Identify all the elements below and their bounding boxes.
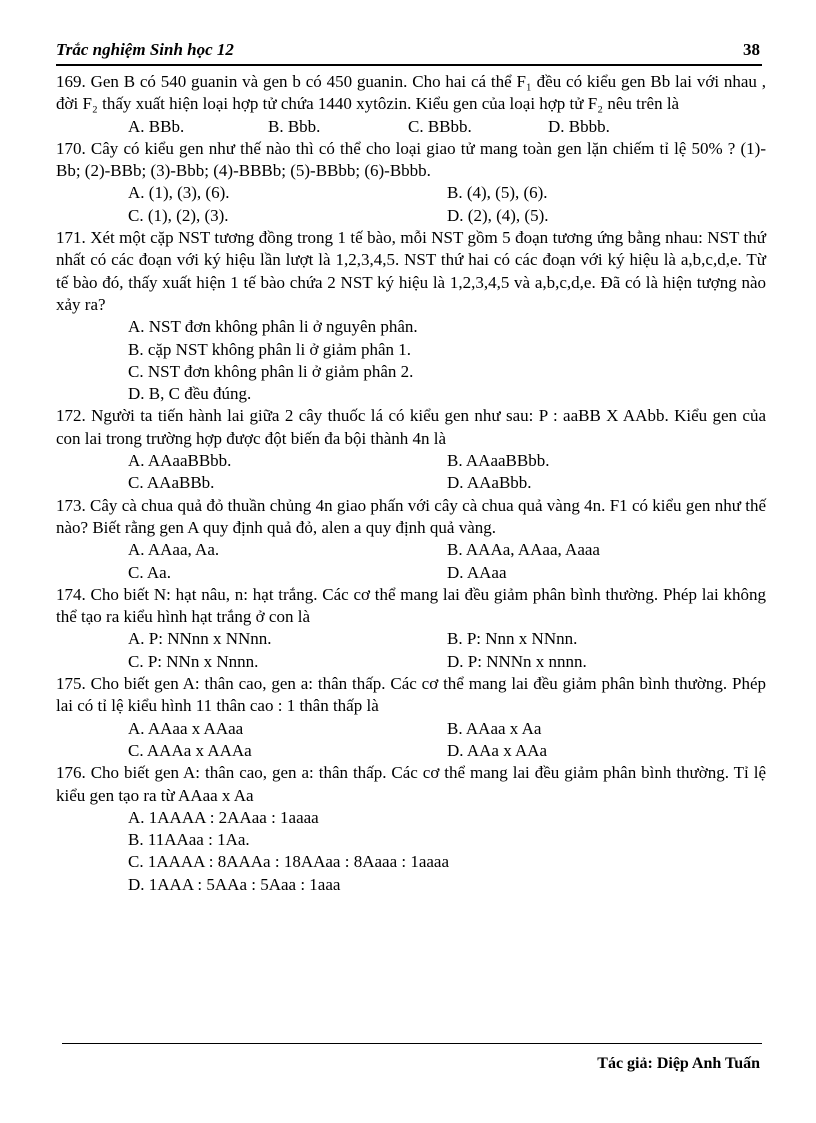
answer-options xyxy=(56,116,766,138)
answer-options xyxy=(56,807,766,896)
question-text: 171. Xét một cặp NST tương đồng trong 1 tế bào, mỗi NST gồm 5 đoạn tương ứng bằng nhau: NST thứ nhất có các đoạn với ký hiệu lần lượt là 1,2,3,4,5. NST thứ hai có các đoạn với ký hiệu là a,b,c,d,e. Từ tế bào đó, thấy xuất hiện 1 tế bào chứa 2 NST ký hiệu là 1,2,3,4,5 và a,b,c,d,e. Đã có là hiện tượng nào xảy ra? xyxy=(56,228,766,314)
option-b: B. (4), (5), (6). xyxy=(447,183,548,203)
option-a: A. (1), (3), (6). xyxy=(128,183,230,203)
option-c: C. AAAa x AAAa xyxy=(128,740,252,760)
option-b: B. P: Nnn x NNnn. xyxy=(447,629,578,649)
option-a: A. AAaa, Aa. xyxy=(128,540,220,560)
option-a: A. AAaaBBbb. xyxy=(128,451,232,471)
option-b: B. AAaa x Aa xyxy=(447,718,542,738)
question-text: 175. Cho biết gen A: thân cao, gen a: thân thấp. Các cơ thể mang lai đều giảm phân bình thường. Phép lai có tỉ lệ kiểu hình 11 thân cao : 1 thân thấp là xyxy=(56,674,766,716)
option-b: B. 11AAaa : 1Aa. xyxy=(128,830,250,850)
option-d: D. AAaa xyxy=(447,562,507,582)
option-c: C. NST đơn không phân li ở giảm phân 2. xyxy=(128,361,414,381)
question-175 xyxy=(56,673,766,762)
question-174 xyxy=(56,584,766,673)
option-c: C. P: NNn x Nnnn. xyxy=(128,651,259,671)
question-text: 170. Cây có kiểu gen như thế nào thì có thể cho loại giao tử mang toàn gen lặn chiếm tỉ lệ 50% ? (1)-Bb; (2)-BBb; (3)-Bbb; (4)-BBBb; (5)-BBbb; (6)-Bbbb. xyxy=(56,138,766,181)
question-text: 172. Người ta tiến hành lai giữa 2 cây thuốc lá có kiểu gen như sau: P : aaBB X AAbb. Kiểu gen của con lai trong trường hợp được đột biến đa bội thành 4n là xyxy=(56,406,766,448)
option-a: A. BBb. xyxy=(128,116,185,136)
answer-options xyxy=(56,628,766,673)
question-173 xyxy=(56,495,766,584)
question-text: 169. Gen B có 540 guanin và gen b có 450 guanin. Cho hai cá thể F₁ đều có kiểu gen Bb lai với nhau , đời F₂ thấy xuất hiện loại hợp tử chứa 1440 xytôzin. Kiểu gen của loại hợp tử F₂ nêu trên là xyxy=(56,72,766,114)
footer-divider xyxy=(62,1043,762,1044)
question-text: 174. Cho biết N: hạt nâu, n: hạt trắng. Các cơ thể mang lai đều giảm phân bình thường. Phép lai không thể tạo ra kiểu hình hạt trắng ở con là xyxy=(56,584,766,627)
page-header xyxy=(56,38,762,66)
question-172 xyxy=(56,405,766,494)
answer-options xyxy=(56,718,766,763)
option-a: A. AAaa x AAaa xyxy=(128,718,244,738)
option-b: B. AAAa, AAaa, Aaaa xyxy=(447,540,600,560)
answer-options xyxy=(56,316,766,405)
option-d: D. P: NNNn x nnnn. xyxy=(447,651,587,671)
option-c: C. AAaBBb. xyxy=(128,473,215,493)
question-text: 173. Cây cà chua quả đỏ thuần chủng 4n giao phấn với cây cà chua quả vàng 4n. F1 có kiểu gen như thế nào? Biết rằng gen A quy định quả đỏ, alen a quy định quả vàng. xyxy=(56,495,766,537)
question-text: 176. Cho biết gen A: thân cao, gen a: thân thấp. Các cơ thể mang lai đều giảm phân bình thường. Tỉ lệ kiểu gen tạo ra từ AAaa x Aa xyxy=(56,763,766,805)
questions-content xyxy=(56,71,766,896)
option-c: C. (1), (2), (3). xyxy=(128,205,229,225)
question-176 xyxy=(56,762,766,896)
question-171 xyxy=(56,227,766,405)
option-c: C. BBbb. xyxy=(408,116,472,136)
option-d: D. 1AAA : 5AAa : 5Aaa : 1aaa xyxy=(128,874,341,894)
answer-options xyxy=(56,539,766,584)
answer-options xyxy=(56,182,766,227)
option-d: D. B, C đều đúng. xyxy=(128,384,252,404)
page-number: 38 xyxy=(743,40,760,59)
option-b: B. cặp NST không phân li ở giảm phân 1. xyxy=(128,339,412,359)
footer-author: Tác giả: Diệp Anh Tuấn xyxy=(597,1055,760,1072)
answer-options xyxy=(56,450,766,495)
option-d: D. AAa x AAa xyxy=(447,740,548,760)
option-b: B. AAaaBBbb. xyxy=(447,451,550,471)
question-169 xyxy=(56,71,766,138)
question-170 xyxy=(56,138,766,227)
option-d: D. Bbbb. xyxy=(548,116,610,136)
option-d: D. AAaBbb. xyxy=(447,473,532,493)
option-a: A. 1AAAA : 2AAaa : 1aaaa xyxy=(128,807,319,827)
option-b: B. Bbb. xyxy=(268,116,321,136)
option-d: D. (2), (4), (5). xyxy=(447,205,549,225)
option-a: A. NST đơn không phân li ở nguyên phân. xyxy=(128,317,418,337)
document-title: Trắc nghiệm Sinh học 12 xyxy=(56,40,234,59)
option-c: C. 1AAAA : 8AAAa : 18AAaa : 8Aaaa : 1aaaa xyxy=(128,852,450,872)
option-c: C. Aa. xyxy=(128,562,171,582)
option-a: A. P: NNnn x NNnn. xyxy=(128,629,272,649)
